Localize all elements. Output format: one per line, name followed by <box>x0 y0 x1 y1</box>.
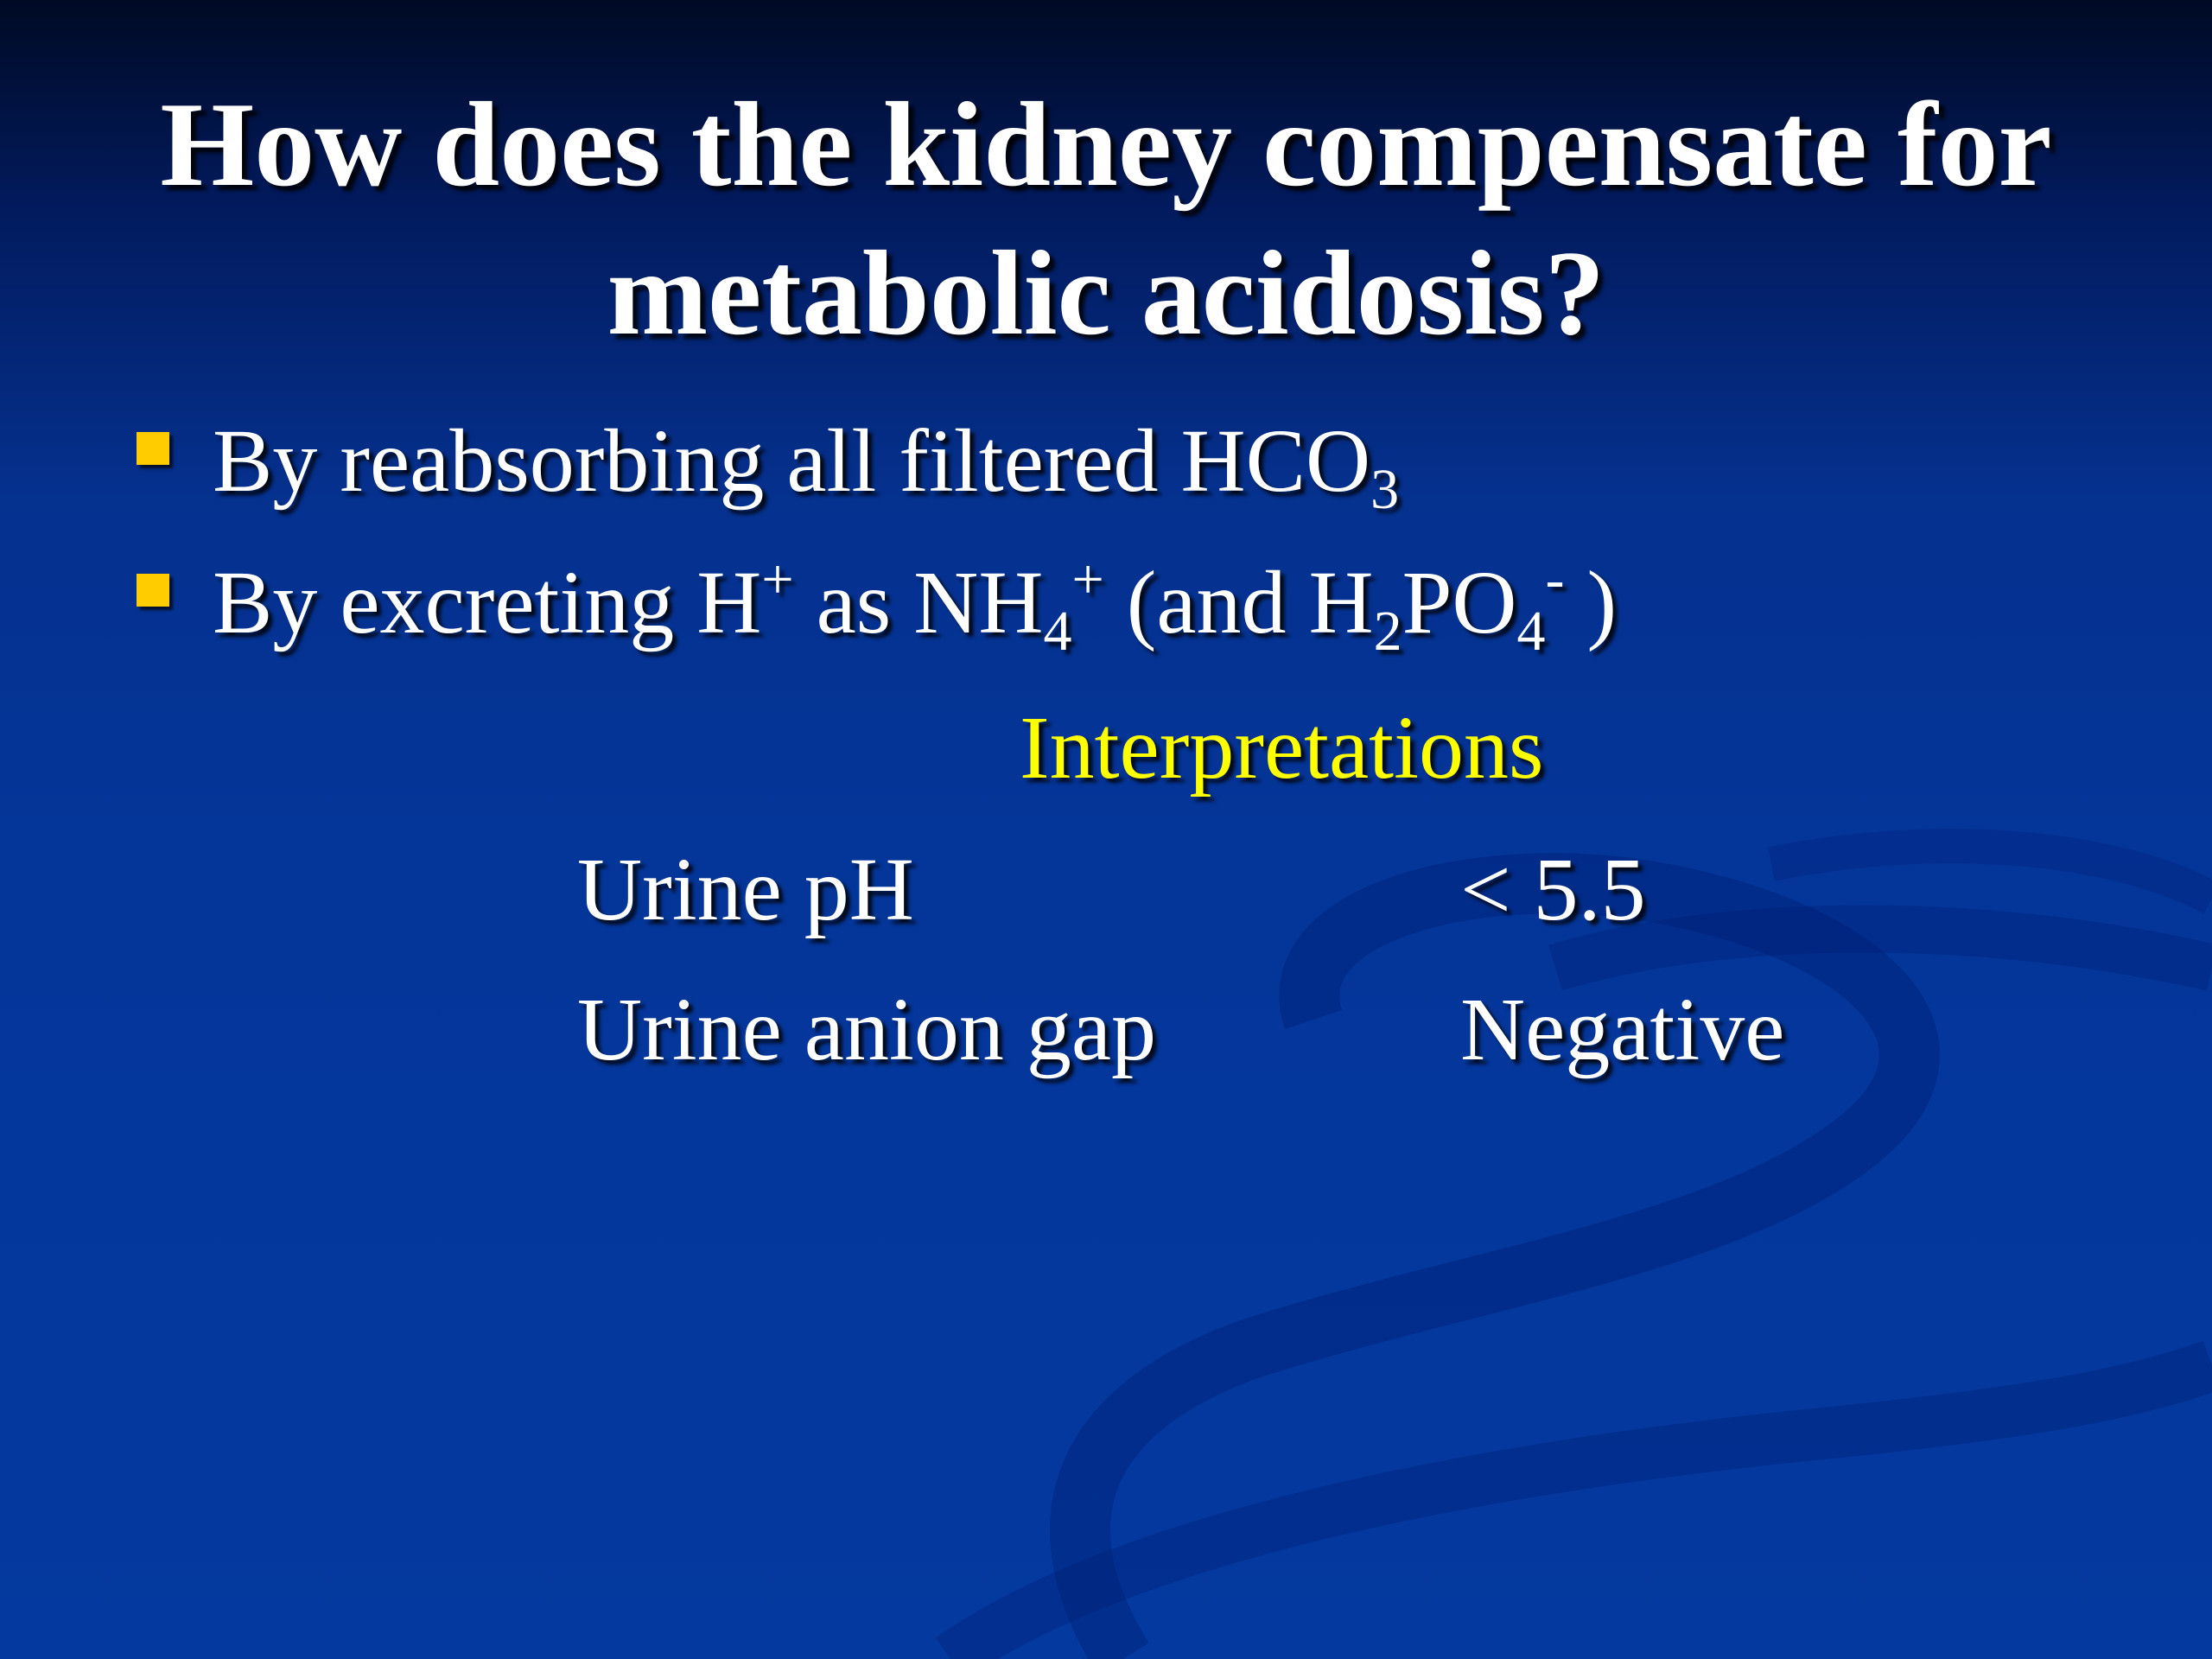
bullet-item-excreting <box>137 548 1618 663</box>
subscript: 2 <box>1373 600 1402 663</box>
bullet-text: By reabsorbing all filtered $HCO_3$ <box>213 411 1400 521</box>
superscript: - <box>1545 548 1565 611</box>
urine-anion-gap-label: Urine anion gap <box>577 980 1157 1079</box>
bullet-square-icon <box>137 432 169 465</box>
superscript: + <box>761 548 794 611</box>
subscript: 4 <box>1043 600 1072 663</box>
subscript: 3 <box>1370 458 1400 521</box>
interpretations-heading: Interpretations <box>1020 698 1544 798</box>
urine-ph-value: < 5.5 <box>1460 840 1646 939</box>
superscript: + <box>1071 548 1104 611</box>
slide-title: How does the kidney compensate for metabolic acidosis? <box>160 78 2052 360</box>
bullet-item-reabsorbing <box>137 410 1400 521</box>
urine-anion-gap-value: Negative <box>1460 980 1785 1079</box>
subscript: 4 <box>1516 600 1546 663</box>
bullet-square-icon <box>137 574 169 607</box>
urine-ph-label: Urine pH <box>577 840 914 939</box>
bullet-text: By excreting H+ as $NH_4^+$ (and $H_2PO_4^-$ ) <box>213 548 1618 663</box>
